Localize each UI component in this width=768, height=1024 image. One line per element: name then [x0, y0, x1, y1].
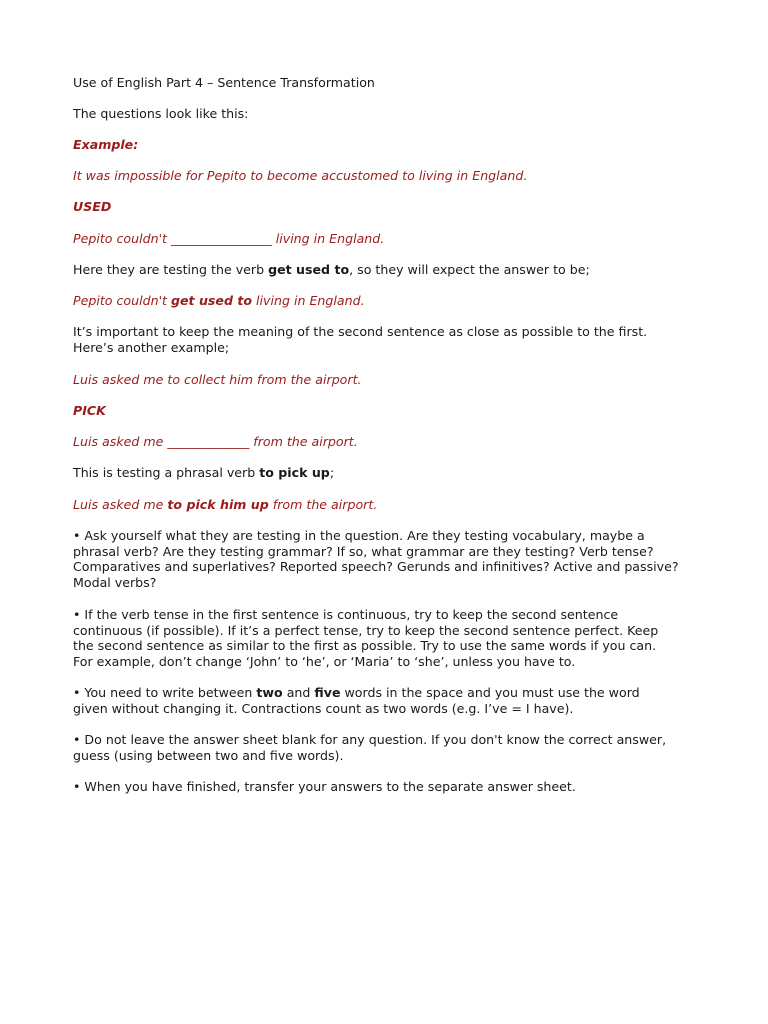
document-title: Use of English Part 4 – Sentence Transformation	[73, 75, 375, 90]
example1-explanation	[73, 262, 590, 278]
tip3-part-a: • You need to write between	[73, 685, 257, 700]
answer-start: Luis asked me	[73, 497, 168, 512]
gapped-start: Pepito couldn't	[73, 231, 171, 246]
tip3-two: two	[256, 685, 283, 700]
explain-start: Here they are testing the verb	[73, 262, 269, 277]
explain-bold: get used to	[268, 262, 350, 277]
answer-bold: get used to	[170, 293, 253, 308]
example2-keyword: PICK	[73, 403, 106, 418]
tip-4	[73, 732, 666, 763]
example1-sentence: It was impossible for Pepito to become accustomed to living in England.	[73, 168, 528, 183]
explain-end: , so they will expect the answer to be;	[349, 262, 590, 277]
answer-end: from the airport.	[268, 497, 378, 512]
tip-line: the second sentence as similar to the first as possible. Try to use the same words if you can.	[73, 638, 657, 653]
tip-line: Modal verbs?	[73, 574, 157, 590]
gapped-start: Luis asked me	[73, 434, 168, 449]
gapped-end: from the airport.	[249, 434, 358, 449]
tip3-five: five	[314, 685, 341, 700]
example-heading: Example:	[73, 137, 139, 152]
answer-gap: ________________	[170, 231, 272, 246]
example2-explanation	[73, 465, 334, 481]
tip-2	[73, 607, 658, 669]
explain-bold: to pick up	[259, 465, 330, 480]
example1-answer	[73, 293, 365, 309]
meaning-note-line2: Here’s another example;	[73, 340, 230, 355]
tip-line: • If the verb tense in the first sentence is continuous, try to keep the second sentence	[73, 607, 619, 622]
tip-line: continuous (if possible). If it’s a perfect tense, try to keep the second sentence perfect. Keep	[73, 622, 659, 638]
tip-line: • Do not leave the answer sheet blank for any question. If you don't know the correct answer,	[73, 732, 667, 747]
example2-sentence: Luis asked me to collect him from the airport.	[73, 372, 362, 387]
meaning-note-line1: It’s important to keep the meaning of the second sentence as close as possible to the first.	[73, 324, 648, 339]
tip3-part-b: words in the space and you must use the word	[340, 685, 640, 700]
tip-line: • Ask yourself what they are testing in the question. Are they testing vocabulary, maybe a	[73, 528, 645, 543]
tip-line: phrasal verb? Are they testing grammar? If so, what grammar are they testing? Verb tense?	[73, 543, 654, 559]
explain-start: This is testing a phrasal verb	[73, 465, 260, 480]
example1-keyword: USED	[73, 199, 112, 214]
tip-5: • When you have finished, transfer your answers to the separate answer sheet.	[73, 779, 576, 794]
answer-start: Pepito couldn't	[73, 293, 171, 308]
gapped-end: living in England.	[271, 231, 385, 246]
answer-end: living in England.	[252, 293, 365, 308]
intro-text: The questions look like this:	[73, 106, 249, 121]
explain-end: ;	[329, 465, 335, 480]
example2-gapped-sentence	[73, 434, 358, 450]
tip3-and: and	[282, 685, 315, 700]
tip-3	[73, 685, 640, 716]
tip-line: guess (using between two and five words).	[73, 747, 344, 763]
example1-gapped-sentence	[73, 231, 384, 247]
tip-line: Comparatives and superlatives? Reported speech? Gerunds and infinitives? Active and passive?	[73, 559, 679, 574]
tip-line	[73, 685, 640, 701]
answer-gap: _____________	[167, 434, 250, 449]
answer-bold: to pick him up	[167, 497, 269, 512]
tip-1	[73, 528, 679, 590]
example2-answer	[73, 497, 377, 513]
tip-line: For example, don’t change ‘John’ to ‘he’, or ‘Maria’ to ‘she’, unless you have to.	[73, 653, 576, 669]
tip-line: given without changing it. Contractions count as two words (e.g. I’ve = I have).	[73, 700, 574, 716]
